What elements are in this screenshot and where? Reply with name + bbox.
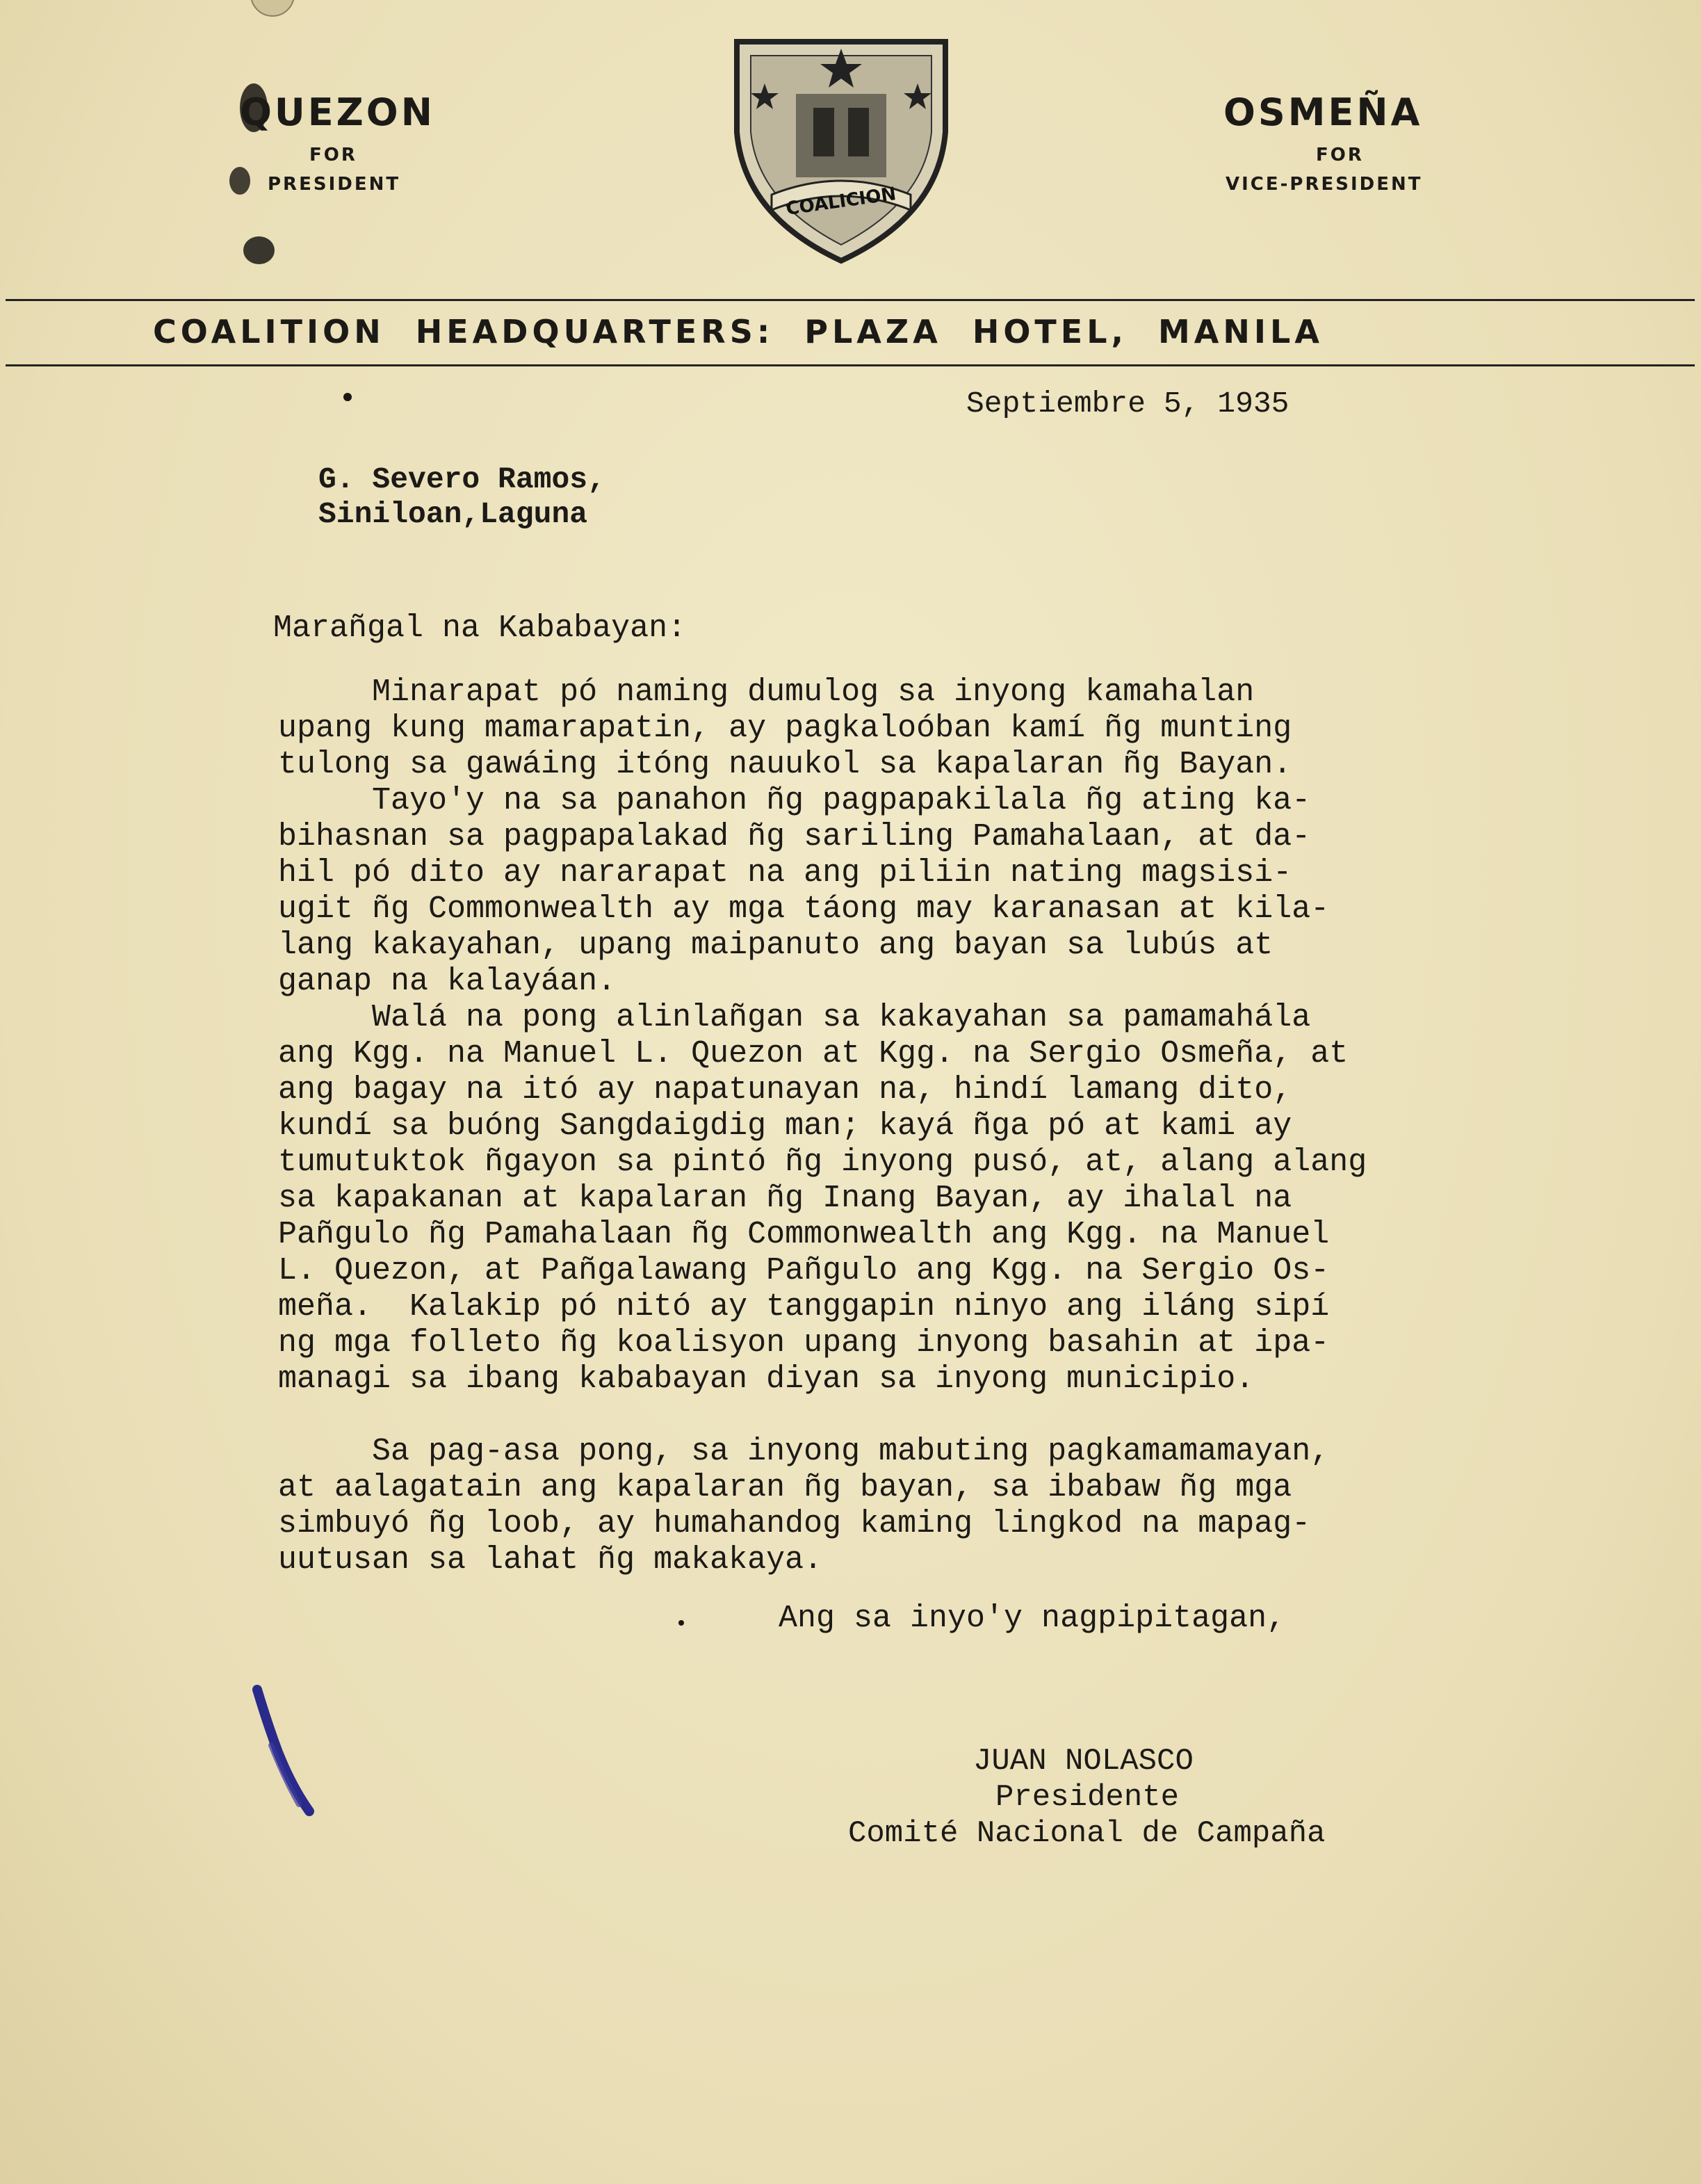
body-line: Minarapat pó naming dumulog sa inyong kamahalan bbox=[278, 674, 1255, 710]
body-line: upang kung mamarapatin, ay pagkaloóban kamí ñg munting bbox=[278, 711, 1292, 746]
right-for-label: FOR bbox=[1316, 145, 1364, 165]
body-line: ang bagay na itó ay napatunayan na, hindí lamang dito, bbox=[278, 1072, 1292, 1108]
body-line: Tayo'y na sa panahon ñg pagpapakilala ñg ating ka- bbox=[278, 783, 1311, 818]
right-candidate-name: OSMEÑA bbox=[1223, 90, 1423, 134]
body-line: tumutuktok ñgayon sa pintó ñg inyong pusó, at, alang alang bbox=[278, 1144, 1367, 1180]
ink-spot bbox=[678, 1620, 684, 1626]
body-line: bihasnan sa pagpapalakad ñg sariling Pamahalaan, at da- bbox=[278, 819, 1311, 855]
recipient-name: G. Severo Ramos, bbox=[318, 462, 605, 496]
body-line: sa kapakanan at kapalaran ñg Inang Bayan, ay ihalal na bbox=[278, 1181, 1292, 1216]
body-line: managi sa ibang kababayan diyan sa inyong municipio. bbox=[278, 1361, 1255, 1397]
body-line: lang kakayahan, upang maipanuto ang bayan sa lubús at bbox=[278, 928, 1273, 963]
body-line: uutusan sa lahat ñg makakaya. bbox=[278, 1542, 823, 1578]
signer-name: JUAN NOLASCO bbox=[973, 1744, 1194, 1779]
punch-hole bbox=[250, 0, 295, 17]
left-candidate-name: QUEZON bbox=[240, 90, 435, 134]
ink-blot bbox=[243, 236, 275, 264]
body-line: simbuyó ñg loob, ay humahandog kaming lingkod na mapag- bbox=[278, 1506, 1311, 1542]
paragraph-2 bbox=[278, 783, 1529, 1000]
body-line: ng mga folleto ñg koalisyon upang inyong basahin at ipa- bbox=[278, 1325, 1330, 1361]
closing-line: Ang sa inyo'y nagpipitagan, bbox=[779, 1601, 1286, 1636]
salutation: Marañgal na Kababayan: bbox=[273, 610, 687, 646]
left-for-label: FOR bbox=[309, 145, 357, 165]
body-line: ugit ñg Commonwealth ay mga táong may karanasan at kila- bbox=[278, 891, 1330, 927]
letter-date: Septiembre 5, 1935 bbox=[966, 387, 1289, 421]
coalicion-seal bbox=[730, 28, 952, 264]
right-office-label: VICE-PRESIDENT bbox=[1226, 174, 1423, 195]
body-line: L. Quezon, at Pañgalawang Pañgulo ang Kgg. na Sergio Os- bbox=[278, 1253, 1330, 1288]
letter-body bbox=[278, 674, 1529, 1578]
body-line: Sa pag-asa pong, sa inyong mabuting pagkamamamayan, bbox=[278, 1434, 1330, 1469]
signer-title: Presidente bbox=[995, 1780, 1180, 1815]
blue-ink-mark bbox=[243, 1683, 327, 1822]
paragraph-3 bbox=[278, 1000, 1529, 1398]
body-line: ang Kgg. na Manuel L. Quezon at Kgg. na Sergio Osmeña, at bbox=[278, 1036, 1349, 1071]
body-line: at aalagatain ang kapalaran ñg bayan, sa ibabaw ñg mga bbox=[278, 1470, 1292, 1505]
letterhead-top-rule bbox=[6, 299, 1695, 301]
body-line: tulong sa gawáing itóng nauukol sa kapalaran ñg Bayan. bbox=[278, 747, 1292, 782]
body-line: Pañgulo ñg Pamahalaan ñg Commonwealth ang Kgg. na Manuel bbox=[278, 1217, 1330, 1252]
body-line: ganap na kalayáan. bbox=[278, 964, 617, 999]
body-line: Walá na pong alinlañgan sa kakayahan sa pamamahála bbox=[278, 1000, 1311, 1035]
seal-label: COALICION bbox=[784, 184, 898, 220]
recipient-place: Siniloan,Laguna bbox=[318, 497, 588, 531]
letterhead-bottom-rule bbox=[6, 364, 1695, 366]
paragraph-4 bbox=[278, 1434, 1529, 1578]
headquarters-line: COALITION HEADQUARTERS: PLAZA HOTEL, MANILA bbox=[153, 313, 1324, 350]
paragraph-1 bbox=[278, 674, 1529, 783]
signer-organization: Comité Nacional de Campaña bbox=[848, 1816, 1326, 1851]
body-line: kundí sa buóng Sangdaigdig man; kayá ñga pó at kami ay bbox=[278, 1108, 1292, 1144]
left-office-label: PRESIDENT bbox=[268, 174, 401, 195]
body-line: meña. Kalakip pó nitó ay tanggapin ninyo ang iláng sipí bbox=[278, 1289, 1330, 1325]
body-line: hil pó dito ay nararapat na ang piliin nating magsisi- bbox=[278, 855, 1292, 891]
ink-spot bbox=[343, 393, 352, 401]
ink-blot bbox=[229, 167, 250, 195]
